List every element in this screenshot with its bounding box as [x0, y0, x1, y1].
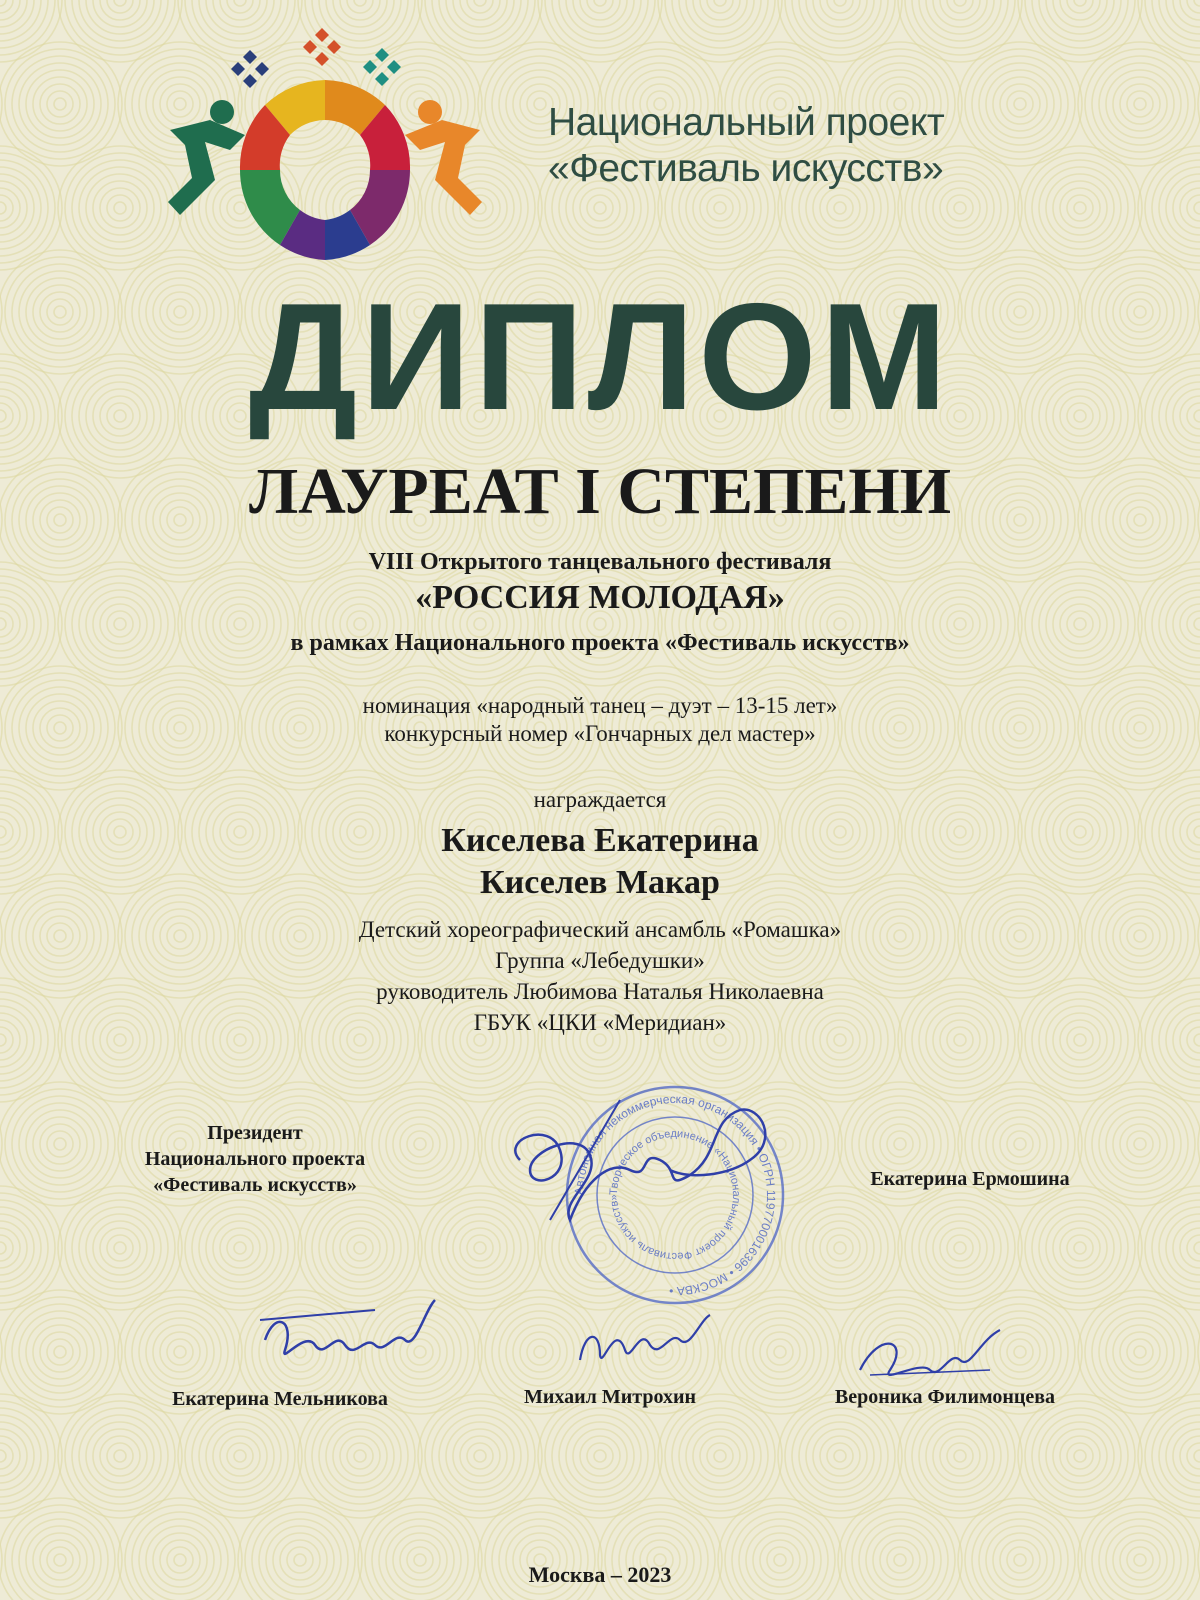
signer-2-name: Михаил Митрохин: [523, 1386, 697, 1408]
signer-3-name: Вероника Филимонцева: [834, 1386, 1056, 1408]
signer-1-name: Екатерина Мельникова: [172, 1388, 388, 1410]
festival-line: VIII Открытого танцевального фестиваля: [368, 549, 832, 575]
group: Группа «Лебедушки»: [495, 948, 705, 973]
president-signature: [490, 1060, 790, 1250]
signature-mitrokhin: [570, 1300, 720, 1380]
president-line-2: Национального проекта: [144, 1148, 366, 1170]
project-name-line-1: Национальный проект: [548, 101, 945, 144]
president-line-3: «Фестиваль искусств»: [153, 1174, 357, 1196]
project-name: [548, 100, 1068, 192]
framework-line: в рамках Национального проекта «Фестиваль искусств»: [290, 630, 910, 656]
contest-number: конкурсный номер «Гончарных дел мастер»: [384, 721, 816, 746]
president-name: Екатерина Ермошина: [870, 1168, 1070, 1190]
recipient-1: Киселева Екатерина: [441, 822, 759, 859]
signature-melnikova: [255, 1290, 445, 1380]
nomination: номинация «народный танец – дуэт – 13-15 лет»: [362, 693, 838, 718]
awarded-label: награждается: [533, 787, 667, 812]
leader: руководитель Любимова Наталья Николаевна: [376, 979, 824, 1004]
recipient-details: [0, 914, 1200, 1038]
project-name-line-2: «Фестиваль искусств»: [548, 147, 944, 190]
diploma-title: ДИПЛОМ: [248, 272, 952, 442]
stamp-inner-text: Творческое объединение «Национальный проект Фестиваль искусств»: [607, 1127, 743, 1263]
stamp-outer-text: Автономная некоммерческая организация • ОГРН 1197700016396 • МОСКВА •: [571, 1091, 779, 1299]
president-line-1: Президент: [207, 1122, 303, 1144]
president-title: [90, 1120, 420, 1198]
recipient-2: Киселев Макар: [480, 864, 720, 901]
award-title: ЛАУРЕАТ I СТЕПЕНИ: [248, 455, 952, 528]
festival-name: «РОССИЯ МОЛОДАЯ»: [415, 579, 785, 616]
footer-place-year: Москва – 2023: [528, 1562, 672, 1587]
organization: ГБУК «ЦКИ «Меридиан»: [473, 1010, 727, 1035]
festival-logo: [150, 20, 500, 260]
ensemble: Детский хореографический ансамбль «Ромашка»: [358, 917, 842, 942]
